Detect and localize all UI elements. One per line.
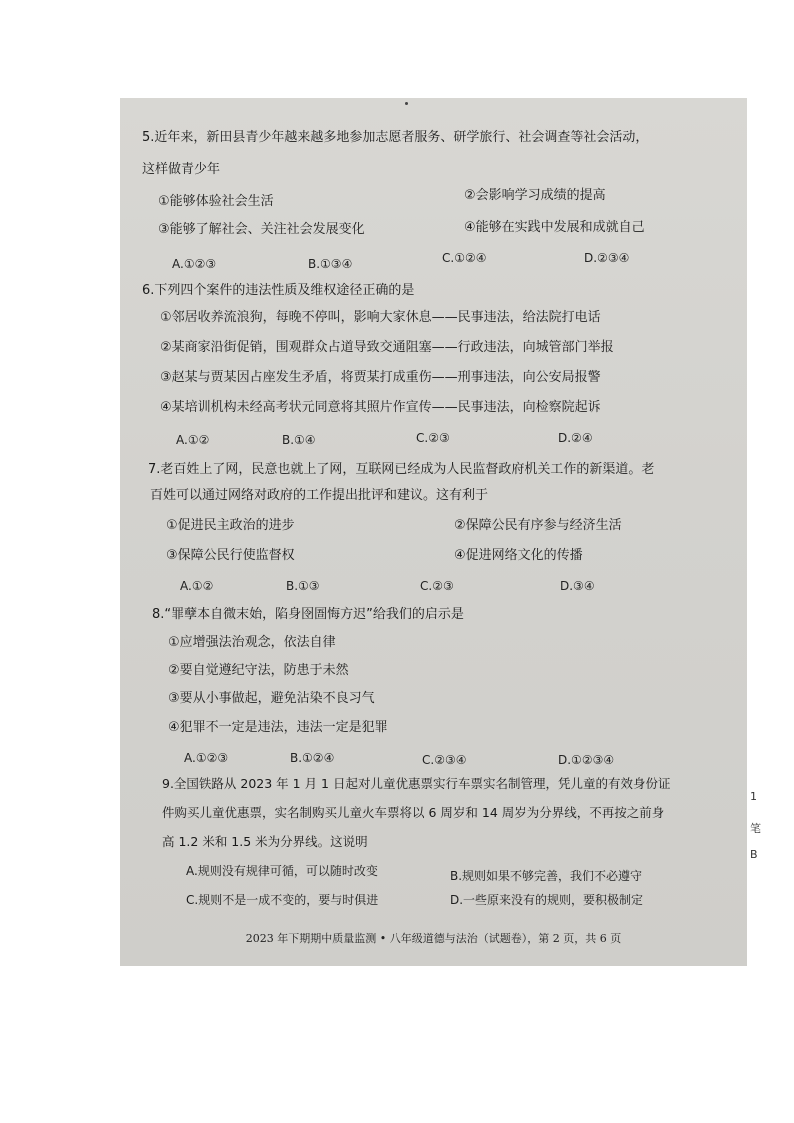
q7-choice-a: A.①② <box>180 579 214 593</box>
q9-choice-c: C.规则不是一成不变的，要与时俱进 <box>186 893 379 907</box>
q8-item-1: ①应增强法治观念，依法自律 <box>168 635 336 650</box>
q6-item-4: ④某培训机构未经高考状元同意将其照片作宣传——民事违法，向检察院起诉 <box>160 400 601 415</box>
q9-stem-line1: 9.全国铁路从 2023 年 1 月 1 日起对儿童优惠票实行车票实名制管理，凭儿童的有效身份证 <box>162 776 671 791</box>
q7-choice-c: C.②③ <box>420 579 454 593</box>
q7-item-4: ④促进网络文化的传播 <box>454 548 583 563</box>
edge-mark-3: B <box>750 848 758 861</box>
q8-item-2: ②要自觉遵纪守法，防患于未然 <box>168 663 349 678</box>
q8-choice-b: B.①②④ <box>290 751 335 765</box>
q5-choice-c: C.①②④ <box>442 251 487 265</box>
q6-choice-b: B.①④ <box>282 433 316 447</box>
q5-stem-line1: 5.近年来，新田县青少年越来越多地参加志愿者服务、研学旅行、社会调查等社会活动， <box>142 130 649 145</box>
q9-choice-a: A.规则没有规律可循，可以随时改变 <box>186 864 378 878</box>
q7-item-2: ②保障公民有序参与经济生活 <box>454 518 622 533</box>
q5-item-1: ①能够体验社会生活 <box>158 194 274 209</box>
q6-item-1: ①邻居收养流浪狗，每晚不停叫，影响大家休息——民事违法，给法院打电话 <box>160 310 601 325</box>
q8-stem: 8.“罪孽本自微末始，陷身囹圄悔方迟”给我们的启示是 <box>152 607 464 622</box>
q5-item-3: ③能够了解社会、关注社会发展变化 <box>158 222 365 237</box>
q5-choice-a: A.①②③ <box>172 257 217 271</box>
q9-choice-d: D.一些原来没有的规则，要积极制定 <box>450 893 644 907</box>
q5-stem-line2: 这样做青少年 <box>142 162 221 177</box>
q7-item-3: ③保障公民行使监督权 <box>166 548 295 563</box>
q8-choice-c: C.②③④ <box>422 753 467 767</box>
q5-choice-d: D.②③④ <box>584 251 630 265</box>
q6-choice-a: A.①② <box>176 433 210 447</box>
q8-item-3: ③要从小事做起，避免沾染不良习气 <box>168 691 375 706</box>
edge-mark-1: 1 <box>750 790 757 803</box>
q9-stem-line3: 高 1.2 米和 1.5 米为分界线。这说明 <box>162 834 368 849</box>
q8-choice-d: D.①②③④ <box>558 753 615 767</box>
document-photo <box>120 98 747 966</box>
q5-item-4: ④能够在实践中发展和成就自己 <box>464 220 645 235</box>
q7-item-1: ①促进民主政治的进步 <box>166 518 295 533</box>
q6-item-3: ③赵某与贾某因占座发生矛盾，将贾某打成重伤——刑事违法，向公安局报警 <box>160 370 601 385</box>
edge-mark-2: 笔 <box>750 822 761 835</box>
q8-item-4: ④犯罪不一定是违法，违法一定是犯罪 <box>168 720 388 735</box>
q7-choice-d: D.③④ <box>560 579 595 593</box>
q7-stem-line2: 百姓可以通过网络对政府的工作提出批评和建议。这有利于 <box>150 488 489 503</box>
dust-dot <box>405 102 408 105</box>
q6-choice-d: D.②④ <box>558 431 593 445</box>
q9-choice-b: B.规则如果不够完善，我们不必遵守 <box>450 869 643 883</box>
q6-stem: 6.下列四个案件的违法性质及维权途径正确的是 <box>142 283 415 298</box>
q6-choice-c: C.②③ <box>416 431 450 445</box>
q7-choice-b: B.①③ <box>286 579 320 593</box>
page-footer: 2023 年下期期中质量监测 • 八年级道德与法治（试题卷），第 2 页，共 6 页 <box>245 932 622 945</box>
q5-item-2: ②会影响学习成绩的提高 <box>464 188 606 203</box>
q8-choice-a: A.①②③ <box>184 751 229 765</box>
q9-stem-line2: 件购买儿童优惠票，实名制购买儿童火车票将以 6 周岁和 14 周岁为分界线，不再按之前身 <box>162 805 665 820</box>
q5-choice-b: B.①③④ <box>308 257 353 271</box>
q6-item-2: ②某商家沿街促销，围观群众占道导致交通阻塞——行政违法，向城管部门举报 <box>160 340 614 355</box>
q7-stem-line1: 7.老百姓上了网，民意也就上了网，互联网已经成为人民监督政府机关工作的新渠道。老 <box>148 462 655 477</box>
